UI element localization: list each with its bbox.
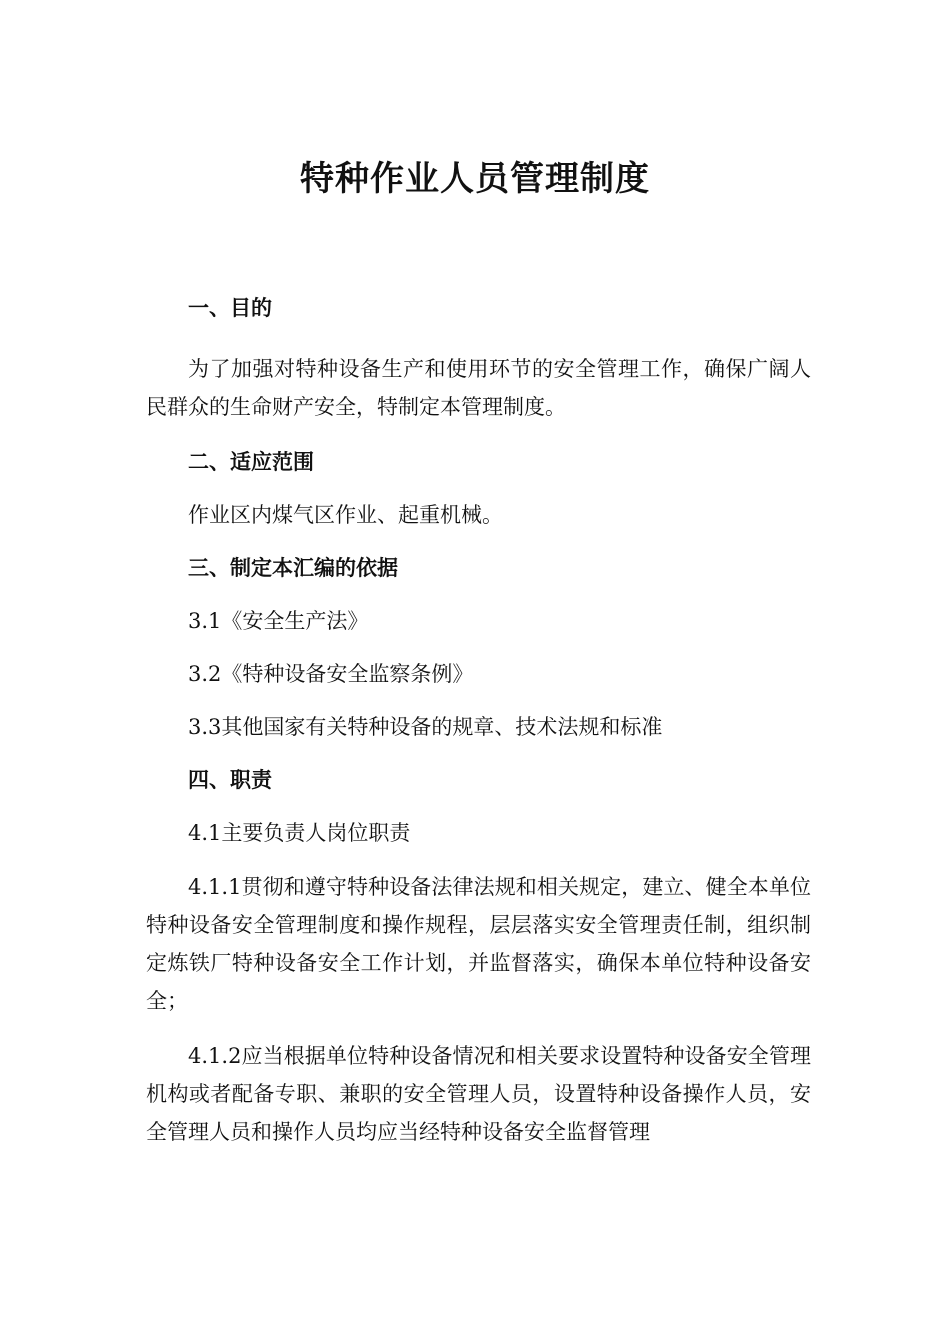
basis-item: 3.3其他国家有关特种设备的规章、技术法规和标准 <box>188 715 663 739</box>
section-heading-basis: 三、制定本汇编的依据 <box>188 556 398 580</box>
basis-item: 3.1《安全生产法》 <box>188 609 369 633</box>
section-heading-duties: 四、职责 <box>188 768 272 792</box>
basis-item: 3.2《特种设备安全监察条例》 <box>188 662 474 686</box>
duties-item: 4.1.1贯彻和遵守特种设备法律法规和相关规定，建立、健全本单位特种设备安全管理制度和操作规程，层层落实安全管理责任制，组织制定炼铁厂特种设备安全工作计划，并监督落实，确保本单位特种设备安全； <box>146 875 811 1013</box>
duties-item: 4.1.2应当根据单位特种设备情况和相关要求设置特种设备安全管理机构或者配备专职、兼职的安全管理人员，设置特种设备操作人员，安全管理人员和操作人员均应当经特种设备安全监督管理 <box>146 1044 811 1144</box>
section-heading-purpose: 一、目的 <box>188 296 272 320</box>
purpose-paragraph: 为了加强对特种设备生产和使用环节的安全管理工作，确保广阔人民群众的生命财产安全，特制定本管理制度。 <box>146 357 811 419</box>
duties-subheading: 4.1主要负责人岗位职责 <box>188 821 411 845</box>
scope-paragraph: 作业区内煤气区作业、起重机械。 <box>188 503 503 527</box>
section-heading-scope: 二、适应范围 <box>188 450 314 474</box>
document-body <box>146 290 811 1151</box>
document-title: 特种作业人员管理制度 <box>300 159 650 199</box>
